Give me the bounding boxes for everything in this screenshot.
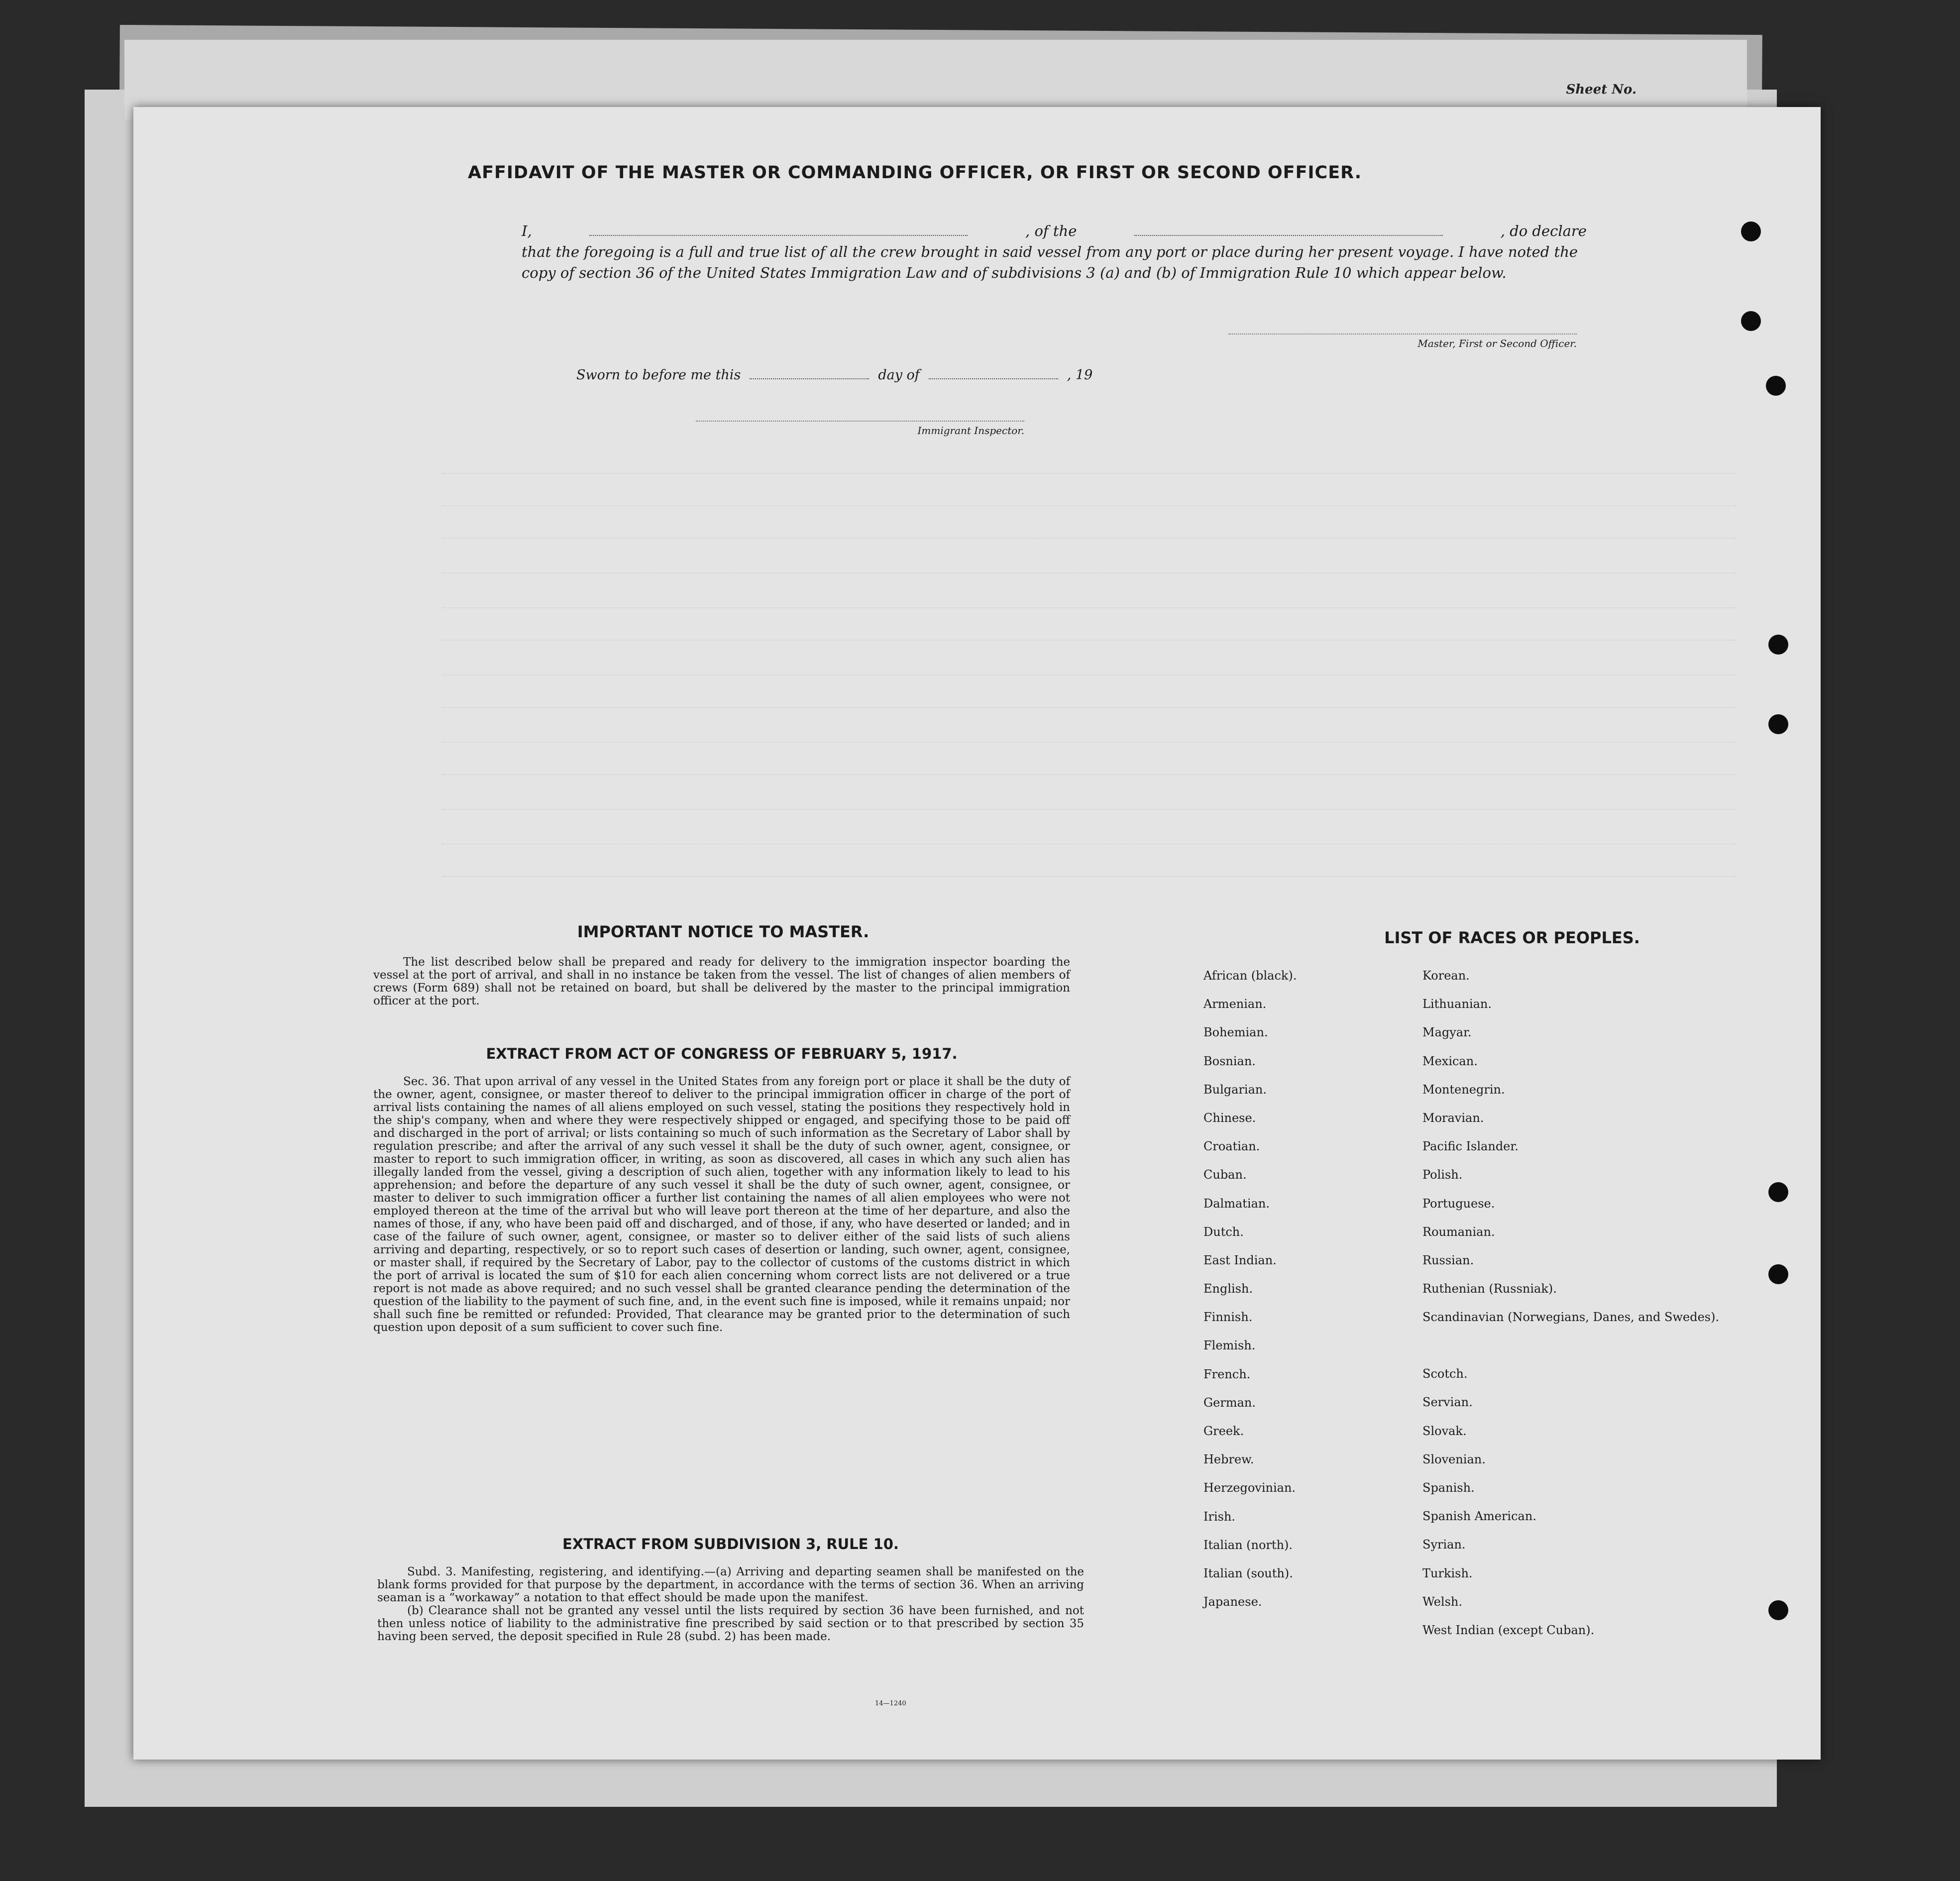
subdivision-b: (b) Clearance shall not be granted any vessel until the lists required by section 36 have been furnished, and not then unless notice of liability to the administrative fine prescribed by said section or to that prescribed by section 35 having been served, the deposit specified in Rule 28 (subd. 2) has been made. bbox=[377, 1604, 1084, 1643]
race-item: Spanish. bbox=[1422, 1481, 1475, 1495]
race-item: Slovenian. bbox=[1422, 1452, 1486, 1466]
race-item: Italian (north). bbox=[1203, 1538, 1293, 1552]
race-item: French. bbox=[1203, 1367, 1251, 1381]
punch-hole bbox=[1768, 635, 1788, 655]
race-item: Lithuanian. bbox=[1422, 997, 1492, 1011]
affidavit-text: that the foregoing is a full and true list of all the crew brought in said vessel from any port or place during her present voyage. I have noted the copy of section 36 of the United States Immigration Law and of subdivisions 3 (a) and (b) of Immigration Rule 10 which appear below. bbox=[522, 243, 1578, 281]
races-list bbox=[1203, 968, 1851, 1651]
race-item: Spanish American. bbox=[1422, 1509, 1536, 1524]
race-item: Dutch. bbox=[1203, 1224, 1244, 1239]
race-item: Finnish. bbox=[1203, 1310, 1253, 1325]
sheet-number-label: Sheet No. bbox=[1566, 82, 1636, 97]
race-item: English. bbox=[1203, 1282, 1253, 1296]
race-item: Greek. bbox=[1203, 1424, 1244, 1438]
race-item: Scotch. bbox=[1422, 1367, 1468, 1381]
races-title: LIST OF RACES OR PEOPLES. bbox=[1384, 928, 1640, 947]
race-item: Scandinavian (Norwegians, Danes, and Swedes). bbox=[1422, 1310, 1720, 1325]
form-code: 14—1240 bbox=[875, 1700, 906, 1707]
race-item: Pacific Islander. bbox=[1422, 1139, 1519, 1154]
race-item: Flemish. bbox=[1203, 1338, 1256, 1353]
race-item: Slovak. bbox=[1422, 1424, 1467, 1438]
race-item: Russian. bbox=[1422, 1253, 1474, 1267]
sworn-day-blank bbox=[750, 378, 869, 379]
race-item: West Indian (except Cuban). bbox=[1422, 1623, 1595, 1637]
race-item: Servian. bbox=[1422, 1395, 1473, 1410]
race-item: East Indian. bbox=[1203, 1253, 1277, 1267]
officer-name-blank bbox=[589, 235, 968, 236]
race-item: Moravian. bbox=[1422, 1110, 1484, 1125]
race-item: Herzegovinian. bbox=[1203, 1481, 1296, 1495]
race-item: Irish. bbox=[1203, 1509, 1236, 1524]
manifest-page bbox=[133, 107, 1821, 1760]
race-item: African (black). bbox=[1203, 969, 1297, 983]
vessel-name-blank bbox=[1134, 235, 1443, 236]
race-item: Bosnian. bbox=[1203, 1054, 1256, 1068]
race-item: Turkish. bbox=[1422, 1566, 1473, 1580]
master-signature-label: Master, First or Second Officer. bbox=[1228, 333, 1577, 349]
race-item: Polish. bbox=[1422, 1168, 1463, 1182]
notice-title: IMPORTANT NOTICE TO MASTER. bbox=[577, 922, 870, 941]
races-column-right bbox=[1422, 968, 1741, 1651]
act-extract-title: EXTRACT FROM ACT OF CONGRESS OF FEBRUARY 5, 1917. bbox=[486, 1045, 958, 1062]
affidavit-title: AFFIDAVIT OF THE MASTER OR COMMANDING OFFICER, OR FIRST OR SECOND OFFICER. bbox=[467, 163, 1362, 183]
race-item: Italian (south). bbox=[1203, 1566, 1293, 1580]
race-item: Ruthenian (Russniak). bbox=[1422, 1282, 1557, 1296]
race-item: Portuguese. bbox=[1422, 1196, 1495, 1211]
race-item: Magyar. bbox=[1422, 1025, 1472, 1040]
punch-hole bbox=[1741, 311, 1761, 331]
race-item: Bohemian. bbox=[1203, 1025, 1268, 1040]
race-item: German. bbox=[1203, 1395, 1256, 1410]
rule-10-text bbox=[377, 1565, 1084, 1643]
rule-extract-title: EXTRACT FROM SUBDIVISION 3, RULE 10. bbox=[562, 1536, 899, 1552]
immigrant-inspector-label: Immigrant Inspector. bbox=[696, 421, 1024, 437]
notice-body: The list described below shall be prepared and ready for delivery to the immigration inspector boarding the vessel at the port of arrival, and shall in no instance be taken from the vessel. The list of changes of alien members of crews (Form 689) shall not be retained on board, but shall be delivered by the master to the principal immigration officer at the port. bbox=[373, 956, 1070, 1007]
races-column-left bbox=[1203, 968, 1422, 1651]
subdivision-a: Subd. 3. Manifesting, registering, and identifying.—(a) Arriving and departing seamen shall be manifested on the blank forms provided for that purpose by the department, in accordance with the terms of section 36. When an arriving seaman is a “workaway” a notation to that effect should be made upon the manifest. bbox=[377, 1565, 1084, 1604]
race-item: Dalmatian. bbox=[1203, 1196, 1270, 1211]
race-item: Welsh. bbox=[1422, 1594, 1462, 1609]
punch-hole bbox=[1741, 221, 1761, 241]
sworn-line: Sworn to before me this day of , 19 bbox=[576, 367, 1093, 383]
section-36-text: Sec. 36. That upon arrival of any vessel in the United States from any foreign port or place it shall be the duty of the owner, agent, consignee, or master thereof to deliver to the principal immigration officer in charge of the port of arrival lists containing the names of all aliens employed on such vessel, stating the positions they respectively hold in the ship's company, when and where they were respectively shipped or engaged, and specifying those to be paid off and discharged in the port of arrival; or lists containing so much of such information as the Secretary of Labor shall by regulation prescribe; and after the arrival of any such vessel it shall be the duty of such owner, agent, consignee, or master to report to such immigration officer, in writing, as soon as discovered, all cases in which any such alien has illegally landed from the vessel, giving a description of such alien, together with any information likely to lead to his apprehension; and before the departure of any such vessel it shall be the duty of such owner, agent, consignee, or master to deliver to such immigration officer a further list containing the names of all alien employees who were not employed thereon at the time of the arrival but who will leave port thereon at the time of her departure, and also the names of those, if any, who have been paid off and discharged, and of those, if any, who have deserted or landed; and in case of the failure of such owner, agent, consignee, or master so to deliver either of the said lists of such aliens arriving and departing, respectively, or so to report such cases of desertion or landing, such owner, agent, consignee, or master shall, if required by the Secretary of Labor, pay to the collector of customs of the customs district in which the port of arrival is located the sum of $10 for each alien concerning whom correct lists are not delivered or a true report is not made as above required; and no such vessel shall be granted clearance pending the determination of the question of the liability to the payment of such fine, and, in the event such fine is imposed, while it remains unpaid; nor shall such fine be remitted or refunded: Provided, That clearance may be granted prior to the determination of such question upon deposit of a sum sufficient to cover such fine. bbox=[373, 1075, 1071, 1334]
race-item: Cuban. bbox=[1203, 1168, 1247, 1182]
race-item: Roumanian. bbox=[1422, 1224, 1495, 1239]
affidavit-declaration-line: I, , of the , do declare bbox=[522, 222, 1587, 239]
race-item: Armenian. bbox=[1203, 997, 1267, 1011]
race-item: Chinese. bbox=[1203, 1110, 1256, 1125]
punch-hole bbox=[1768, 714, 1788, 734]
punch-hole bbox=[1766, 376, 1786, 396]
race-item: Croatian. bbox=[1203, 1139, 1260, 1154]
race-item: Japanese. bbox=[1203, 1595, 1262, 1609]
affidavit-body bbox=[522, 221, 1587, 283]
race-item: Hebrew. bbox=[1203, 1452, 1254, 1467]
race-item: Korean. bbox=[1422, 969, 1470, 983]
sworn-month-blank bbox=[929, 378, 1058, 379]
race-item: Syrian. bbox=[1422, 1538, 1466, 1552]
race-item: Mexican. bbox=[1422, 1054, 1478, 1068]
race-item: Bulgarian. bbox=[1203, 1082, 1267, 1097]
race-item: Montenegrin. bbox=[1422, 1082, 1505, 1097]
